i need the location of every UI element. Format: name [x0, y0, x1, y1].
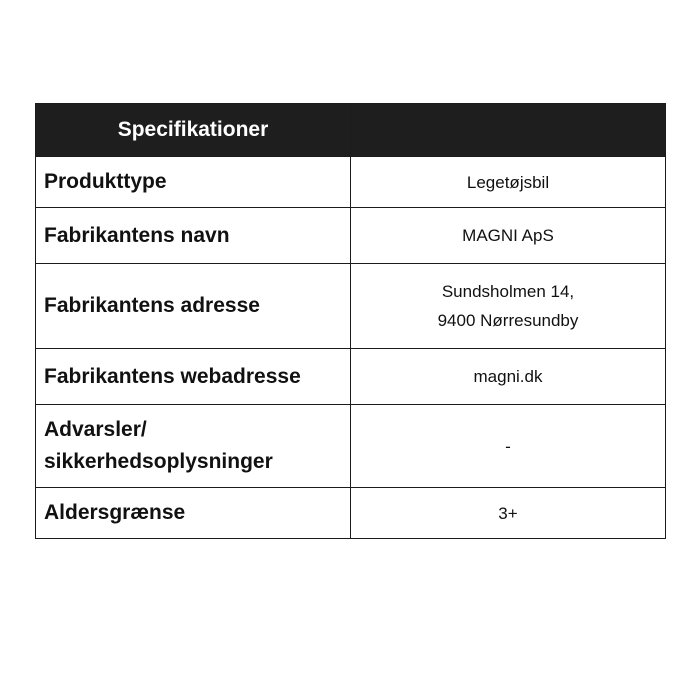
row-label-manufacturer-address: Fabrikantens adresse — [36, 264, 351, 349]
address-line-city: 9400 Nørresundby — [437, 311, 579, 330]
table-row — [36, 488, 666, 539]
row-value-warnings — [351, 405, 666, 488]
table-row — [36, 264, 666, 349]
row-label-warnings — [36, 405, 351, 488]
address-line-street: Sundsholmen 14, — [441, 282, 575, 301]
value-line: - — [505, 436, 511, 456]
value-line: magni.dk — [473, 367, 543, 386]
row-value-manufacturer-name — [351, 208, 666, 264]
label-line: sikkerhedsoplysninger — [44, 450, 273, 473]
value-line: MAGNI ApS — [462, 226, 554, 245]
row-value-product-type — [351, 157, 666, 208]
table-row — [36, 157, 666, 208]
table-header-row — [36, 104, 666, 157]
table-row — [36, 349, 666, 405]
header-value-cell — [351, 104, 666, 157]
row-value-manufacturer-address — [351, 264, 666, 349]
row-label-manufacturer-name: Fabrikantens navn — [36, 208, 351, 264]
label-line: Advarsler/ — [44, 418, 147, 441]
row-label-product-type: Produkttype — [36, 157, 351, 208]
row-label-age-limit: Aldersgrænse — [36, 488, 351, 539]
specifications-table — [35, 103, 666, 539]
row-label-manufacturer-website: Fabrikantens webadresse — [36, 349, 351, 405]
value-line: 3+ — [498, 503, 518, 523]
row-value-age-limit — [351, 488, 666, 539]
row-value-manufacturer-website — [351, 349, 666, 405]
table-row — [36, 208, 666, 264]
value-line: Legetøjsbil — [466, 172, 550, 192]
header-title: Specifikationer — [36, 104, 351, 157]
table-row — [36, 405, 666, 488]
